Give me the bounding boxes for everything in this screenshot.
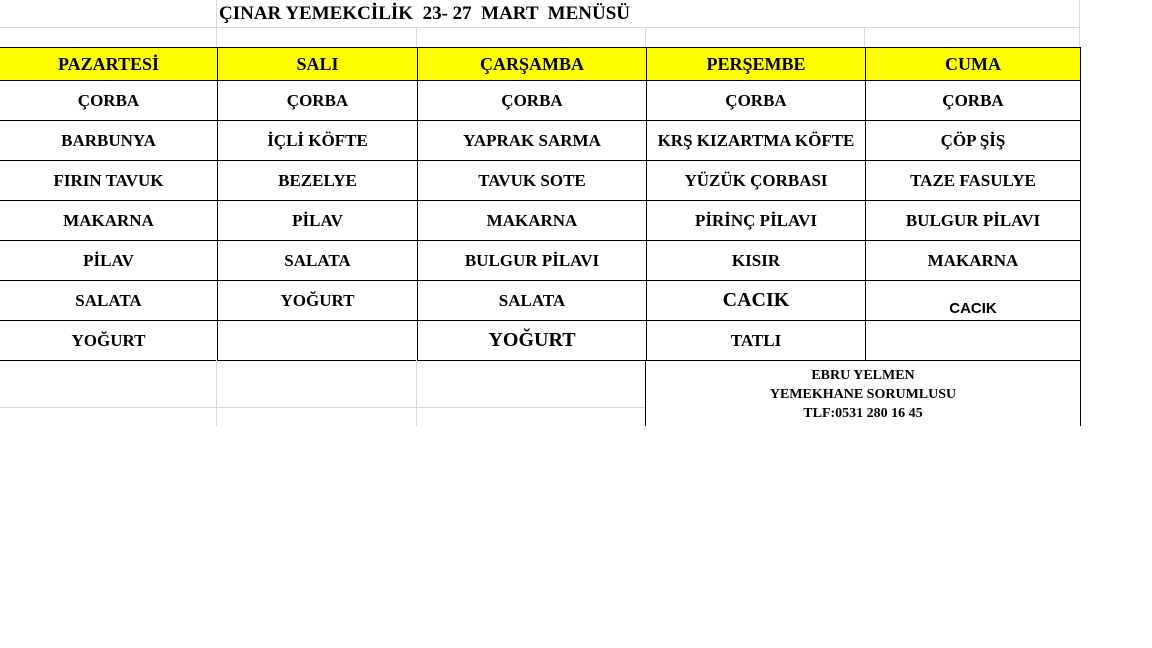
menu-cell: YAPRAK SARMA — [418, 121, 647, 161]
menu-cell: MAKARNA — [866, 241, 1081, 281]
menu-cell: BARBUNYA — [0, 121, 218, 161]
gridline — [645, 27, 646, 47]
menu-row — [0, 161, 1081, 201]
gridline — [0, 407, 645, 408]
menu-row — [0, 321, 1081, 361]
gridline — [216, 360, 217, 426]
menu-table — [0, 47, 1081, 361]
day-friday: CUMA — [866, 48, 1081, 81]
day-header-row — [0, 48, 1081, 81]
menu-cell: BEZELYE — [218, 161, 418, 201]
gridline — [1079, 0, 1080, 47]
menu-cell: SALATA — [418, 281, 647, 321]
contact-name: EBRU YELMEN — [811, 368, 915, 383]
menu-row — [0, 121, 1081, 161]
menu-cell: YOĞURT — [418, 321, 647, 361]
menu-cell: MAKARNA — [418, 201, 647, 241]
menu-cell: SALATA — [218, 241, 418, 281]
contact-phone: TLF:0531 280 16 45 — [803, 406, 923, 421]
menu-cell: ÇÖP ŞİŞ — [866, 121, 1081, 161]
menu-cell: İÇLİ KÖFTE — [218, 121, 418, 161]
menu-cell: PİLAV — [218, 201, 418, 241]
menu-cell: KISIR — [647, 241, 866, 281]
menu-cell: ÇORBA — [866, 81, 1081, 121]
menu-cell: CACIK — [647, 281, 866, 321]
menu-cell: PİLAV — [0, 241, 218, 281]
day-wednesday: ÇARŞAMBA — [418, 48, 647, 81]
menu-cell: TAZE FASULYE — [866, 161, 1081, 201]
menu-row — [0, 201, 1081, 241]
contact-box — [645, 360, 1081, 426]
menu-row — [0, 241, 1081, 281]
menu-cell: BULGUR PİLAVI — [418, 241, 647, 281]
gridline — [416, 27, 417, 47]
menu-row — [0, 281, 1081, 321]
day-monday: PAZARTESİ — [0, 48, 218, 81]
menu-cell: TATLI — [647, 321, 866, 361]
gridline — [0, 27, 1080, 28]
menu-cell: FIRIN TAVUK — [0, 161, 218, 201]
page-title: ÇINAR YEMEKCİLİK 23- 27 MART MENÜSÜ — [219, 3, 631, 24]
menu-cell: YOĞURT — [0, 321, 218, 361]
menu-row — [0, 81, 1081, 121]
menu-cell: SALATA — [0, 281, 218, 321]
menu-cell: MAKARNA — [0, 201, 218, 241]
gridline — [864, 27, 865, 47]
gridline — [416, 360, 417, 426]
menu-cell: KRŞ KIZARTMA KÖFTE — [647, 121, 866, 161]
menu-cell — [866, 321, 1081, 361]
menu-cell: ÇORBA — [0, 81, 218, 121]
menu-cell: ÇORBA — [218, 81, 418, 121]
menu-cell: YÜZÜK ÇORBASI — [647, 161, 866, 201]
menu-cell: TAVUK SOTE — [418, 161, 647, 201]
menu-cell: CACIK — [866, 281, 1081, 321]
gridline — [216, 0, 217, 47]
menu-cell: BULGUR PİLAVI — [866, 201, 1081, 241]
menu-cell: YOĞURT — [218, 281, 418, 321]
menu-cell: PİRİNÇ PİLAVI — [647, 201, 866, 241]
menu-cell: ÇORBA — [647, 81, 866, 121]
menu-cell — [218, 321, 418, 361]
day-thursday: PERŞEMBE — [647, 48, 866, 81]
day-tuesday: SALI — [218, 48, 418, 81]
menu-cell: ÇORBA — [418, 81, 647, 121]
contact-role: YEMEKHANE SORUMLUSU — [769, 387, 957, 402]
